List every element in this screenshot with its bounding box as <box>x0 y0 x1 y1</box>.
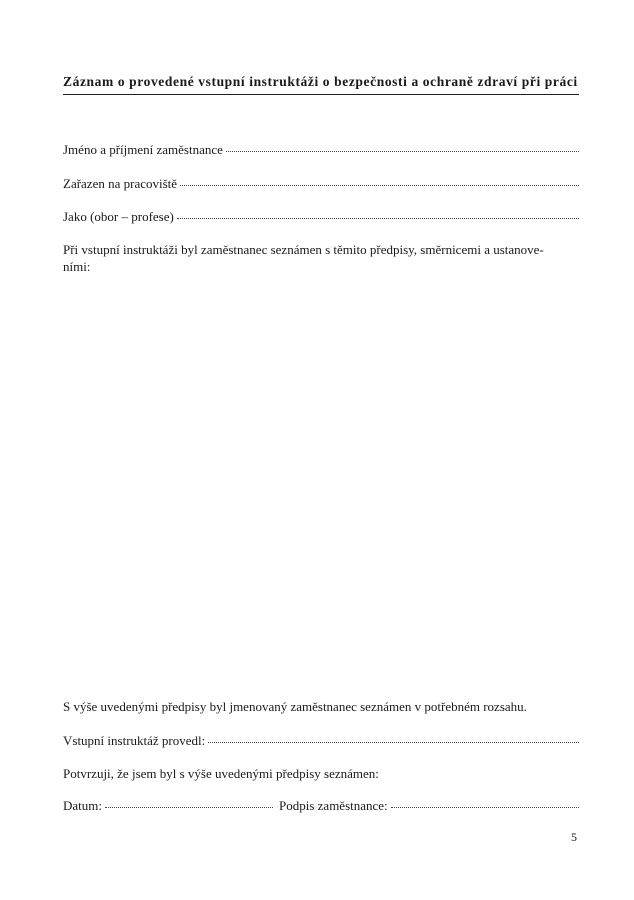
intro-paragraph <box>63 241 579 275</box>
page-number: 5 <box>571 830 577 844</box>
signature-label: Podpis zaměstnance: <box>279 798 388 813</box>
date-label: Datum: <box>63 798 102 813</box>
instructor-field[interactable] <box>63 733 579 749</box>
title-rule <box>63 94 579 95</box>
employee-confirmation: Potvrzuji, že jsem byl s výše uvedenými předpisy seznámen: <box>63 766 379 781</box>
intro-line-2: ními: <box>63 259 91 274</box>
workplace-field[interactable] <box>63 176 579 192</box>
confirmation-statement: S výše uvedenými předpisy byl jmenovaný zaměstnanec seznámen v potřebném rozsahu. <box>63 699 527 714</box>
workplace-dotted-line[interactable] <box>180 184 579 186</box>
employee-name-label: Jméno a příjmení zaměstnance <box>63 142 223 157</box>
date-signature-row[interactable] <box>63 798 579 814</box>
profession-field[interactable] <box>63 209 579 225</box>
instructor-label: Vstupní instruktáž provedl: <box>63 733 206 748</box>
form-title: Záznam o provedené vstupní instruktáži o bezpečnosti a ochraně zdraví při práci <box>63 74 578 89</box>
intro-line-1: Při vstupní instruktáži byl zaměstnanec seznámen s těmito předpisy, směrnicemi a ustanove- <box>63 242 544 257</box>
profession-dotted-line[interactable] <box>177 217 579 219</box>
employee-name-dotted-line[interactable] <box>226 150 579 152</box>
employee-name-field[interactable] <box>63 142 579 158</box>
date-dotted-line[interactable] <box>105 806 273 808</box>
profession-label: Jako (obor – profese) <box>63 209 174 224</box>
instructor-dotted-line[interactable] <box>208 741 579 743</box>
signature-dotted-line[interactable] <box>391 806 579 808</box>
workplace-label: Zařazen na pracoviště <box>63 176 178 191</box>
